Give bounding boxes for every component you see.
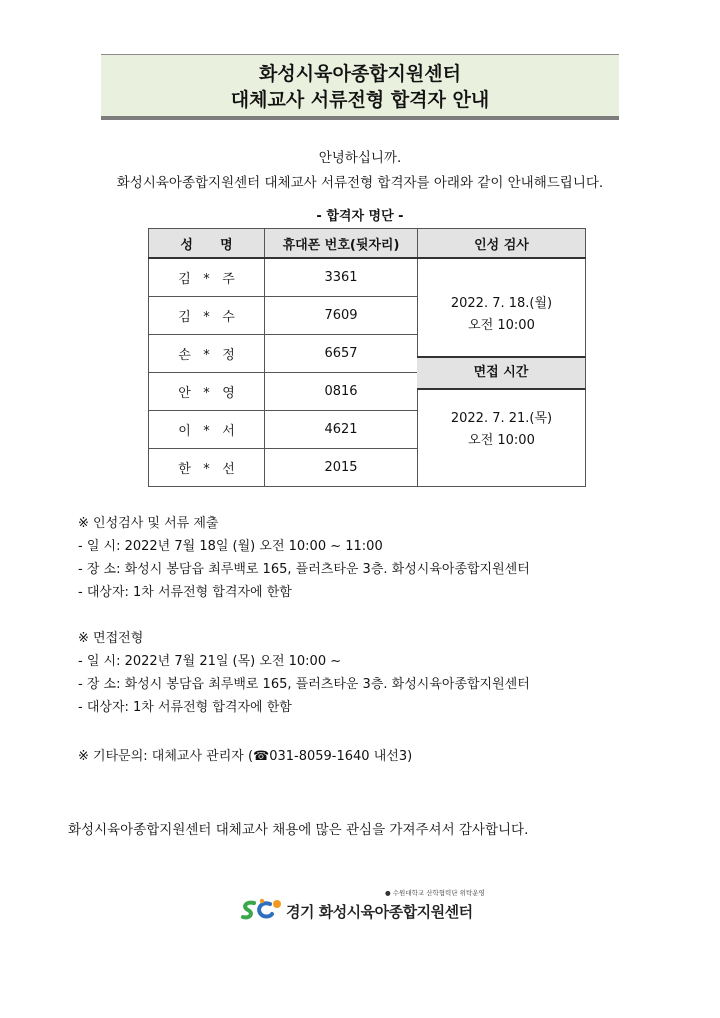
name-char: 손 [178,348,191,363]
cell-name [149,335,265,373]
roster-header-row [149,229,586,259]
personality-time: 오전 10:00 [468,318,535,334]
section-personality [78,512,530,604]
name-char: 영 [222,386,235,401]
section-line: - 일 시: 2022년 7월 18일 (월) 오전 10:00 ~ 11:00 [78,539,383,554]
personality-date: 2022. 7. 18.(월) [450,296,553,312]
interview-header: 면접 시간 [417,356,586,390]
intro-text [0,146,720,196]
cell-name [149,373,265,411]
section-interview [78,627,530,719]
logo-brand-text: 경기 화성시육아종합지원센터 [286,903,473,921]
section-line: - 대상자: 1차 서류전형 합격자에 한함 [78,700,292,715]
name-mask: * [203,386,210,401]
name-char: 김 [178,310,191,325]
table-row [149,258,586,297]
name-mask: * [203,462,210,477]
section-line: - 대상자: 1차 서류전형 합격자에 한함 [78,585,292,600]
header-title-line1: 화성시육아종합지원센터 [259,63,461,85]
name-mask: * [203,424,210,439]
section-heading: ※ 인성검사 및 서류 제출 [78,516,219,531]
name-char: 이 [178,424,191,439]
name-char: 서 [222,424,235,439]
roster-title: - 합격자 명단 - [316,209,404,224]
interview-date: 2022. 7. 21.(목) [450,410,553,426]
section-heading: ※ 면접전형 [78,631,144,646]
name-char: 정 [222,348,235,363]
section-line: - 일 시: 2022년 7월 21일 (목) 오전 10:00 ~ [78,654,342,669]
contact-info: ※ 기타문의: 대체교사 관리자 (☎031-8059-1640 내선3) [78,749,413,764]
column-header-personality: 인성 검사 [418,229,586,259]
cell-name [149,297,265,335]
name-mask: * [203,272,210,287]
intro-body: 화성시육아종합지원센터 대체교사 서류전형 합격자를 아래와 같이 안내해드립니다. [116,175,604,191]
document-header [101,54,619,120]
name-char: 한 [178,462,191,477]
cell-name [149,411,265,449]
column-header-name: 성 명 [149,229,265,259]
header-title-line2: 대체교사 서류전형 합격자 안내 [230,89,490,111]
cell-name [149,449,265,487]
name-char: 주 [222,272,235,287]
name-char: 김 [178,272,191,287]
logo-subtext: ● 수원대학교 산학협력단 위탁운영 [385,889,485,897]
column-header-phone: 휴대폰 번호(뒷자리) [265,229,418,259]
intro-greeting: 안녕하십니까. [318,150,402,166]
name-char: 안 [178,386,191,401]
cell-phone: 7609 [265,297,418,335]
closing-message: 화성시육아종합지원센터 대체교사 채용에 많은 관심을 가져주셔서 감사합니다. [68,822,529,838]
cell-phone: 2015 [265,449,418,487]
logo-mark-icon [240,898,284,922]
cell-phone: 3361 [265,258,418,297]
name-mask: * [203,348,210,363]
closing-text [0,818,720,838]
cell-name [149,258,265,297]
interview-time: 오전 10:00 [468,432,535,448]
cell-phone: 6657 [265,335,418,373]
name-char: 선 [222,462,235,477]
name-mask: * [203,310,210,325]
name-char: 수 [222,310,235,325]
section-line: - 장 소: 화성시 봉담읍 최루백로 165, 플러츠타운 3층. 화성시육아종합지원센터 [78,677,530,692]
cell-phone: 0816 [265,373,418,411]
org-logo [240,888,490,924]
cell-phone: 4621 [265,411,418,449]
section-line: - 장 소: 화성시 봉담읍 최루백로 165, 플러츠타운 3층. 화성시육아종합지원센터 [78,562,530,577]
